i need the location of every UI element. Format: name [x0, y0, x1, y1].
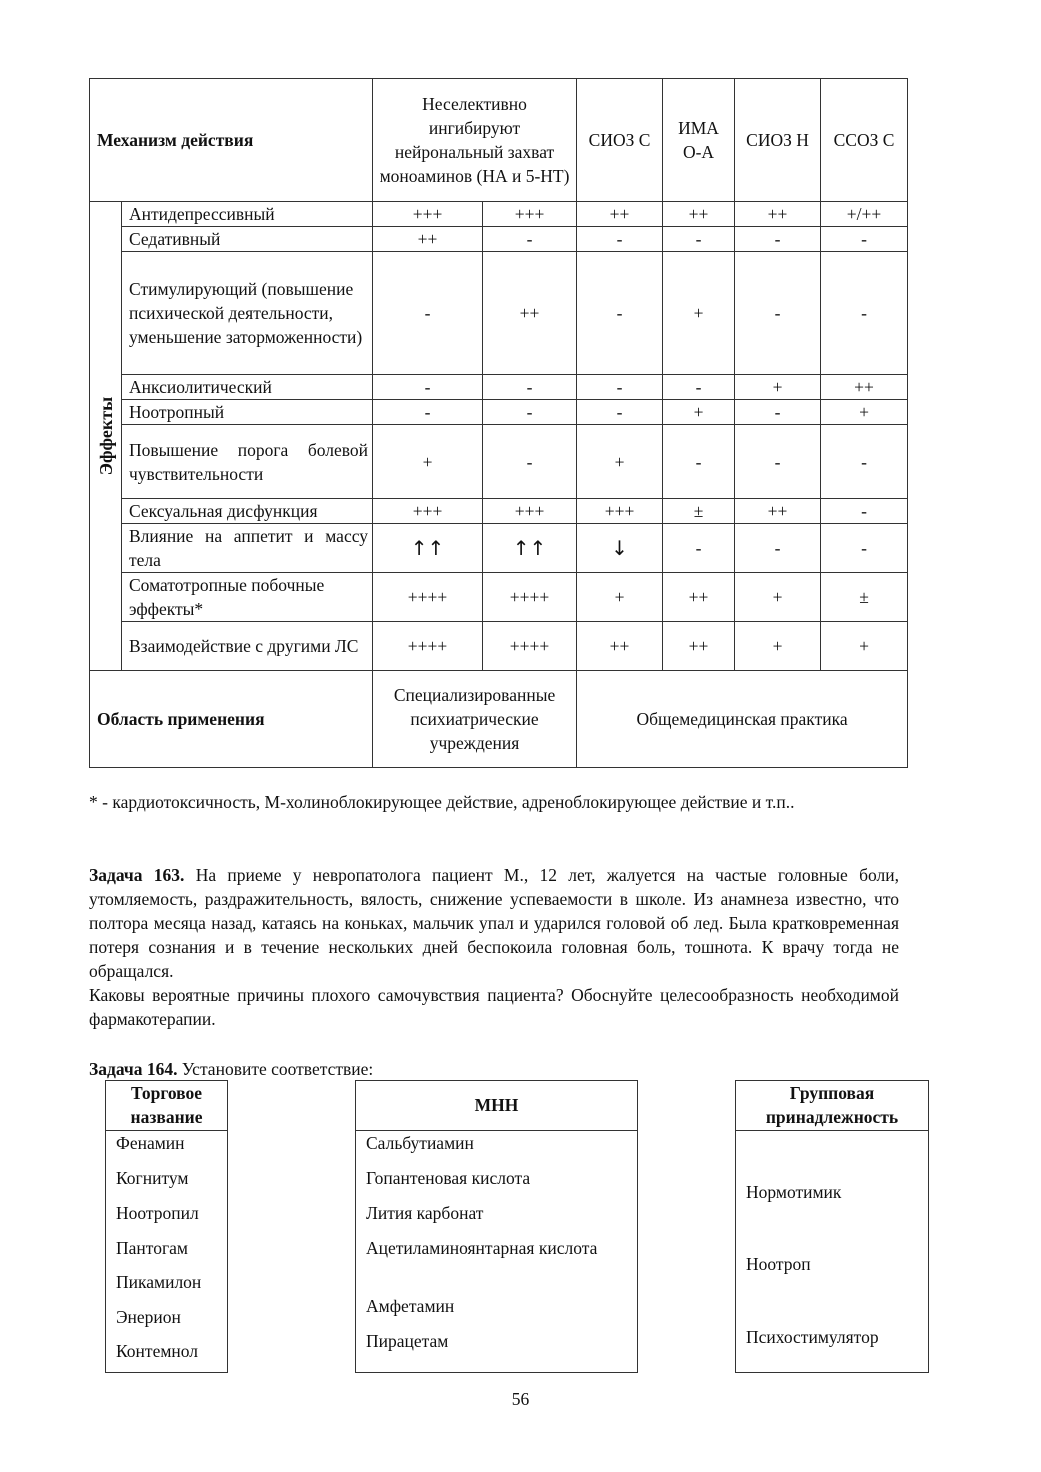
- inn-item: Лития карбонат: [366, 1203, 484, 1223]
- effect-value: -: [735, 400, 821, 425]
- effect-label: Стимулирующий (повышение психической деятельности, уменьшение заторможенности): [122, 252, 373, 375]
- inn-item: Гопантеновая кислота: [366, 1168, 531, 1188]
- effect-value: -: [663, 425, 735, 499]
- group-box: [735, 1080, 929, 1373]
- group-item: Ноотроп: [746, 1254, 811, 1274]
- effect-value: ++: [663, 622, 735, 671]
- trade-name-header: Торговое название: [106, 1081, 227, 1131]
- effect-value: +++: [483, 499, 577, 524]
- effect-value: -: [821, 524, 908, 573]
- effect-value: ++: [577, 622, 663, 671]
- effect-value: -: [735, 252, 821, 375]
- effect-value: +: [735, 375, 821, 400]
- effect-value: ↑↑: [483, 524, 577, 573]
- snri-header: СИОЗ Н: [735, 79, 821, 202]
- effect-value: -: [373, 252, 483, 375]
- effect-value: -: [483, 425, 577, 499]
- effect-label: Седативный: [122, 227, 373, 252]
- effect-value: ++++: [373, 573, 483, 622]
- effect-value: +: [821, 622, 908, 671]
- effect-value: -: [735, 425, 821, 499]
- effect-label: Взаимодействие с другими ЛС: [122, 622, 373, 671]
- effect-value: -: [373, 400, 483, 425]
- effect-value: +: [821, 400, 908, 425]
- effect-value: +: [373, 425, 483, 499]
- effect-value: -: [577, 227, 663, 252]
- inn-header: МНН: [356, 1081, 637, 1131]
- page-number: 56: [511, 1389, 530, 1409]
- trade-name-item: Ноотропил: [116, 1203, 199, 1223]
- effect-value: ++: [483, 252, 577, 375]
- effect-value: ↓: [577, 524, 663, 573]
- effect-value: -: [663, 227, 735, 252]
- effect-value: +: [663, 252, 735, 375]
- footnote: * - кардиотоксичность, М-холиноблокирующее действие, адреноблокирующее действие и т.п..: [89, 792, 795, 812]
- group-item: Нормотимик: [746, 1182, 842, 1202]
- effect-value: -: [483, 375, 577, 400]
- nonselective-header: Неселективно ингибируют нейрональный захват моноаминов (НА и 5-НТ): [373, 79, 577, 202]
- effect-value: ++: [373, 227, 483, 252]
- effect-row: [90, 524, 908, 573]
- effect-row: [90, 573, 908, 622]
- trade-name-item: Фенамин: [116, 1133, 185, 1153]
- effect-value: +++: [577, 499, 663, 524]
- effect-row: [90, 227, 908, 252]
- trade-name-item: Когнитум: [116, 1168, 189, 1188]
- effect-value: -: [821, 499, 908, 524]
- task-164-title: Задача 164.: [89, 1059, 178, 1079]
- effect-value: +: [663, 400, 735, 425]
- trade-name-item: Контемнол: [116, 1341, 199, 1361]
- effect-value: ++++: [483, 573, 577, 622]
- effect-value: -: [735, 524, 821, 573]
- effect-value: +++: [483, 202, 577, 227]
- ssri-header: СИОЗ С: [577, 79, 663, 202]
- task-163-title: Задача 163.: [89, 865, 185, 885]
- inn-item: Ацетиламиноянтарная кислота: [366, 1238, 598, 1258]
- effects-table: [89, 78, 908, 768]
- effect-value: -: [663, 375, 735, 400]
- inn-item: Сальбутиамин: [366, 1133, 474, 1153]
- effect-value: +++: [373, 202, 483, 227]
- effect-value: -: [663, 524, 735, 573]
- mechanism-header: Механизм действия: [90, 79, 373, 202]
- effect-value: -: [821, 227, 908, 252]
- effect-value: +/++: [821, 202, 908, 227]
- trade-name-box: [105, 1080, 228, 1373]
- task-163: [89, 863, 899, 1031]
- task-163-question: Каковы вероятные причины плохого самочувствия пациента? Обоснуйте целесообразность необходимой фармакотерапии.: [89, 985, 899, 1029]
- effect-value: ++: [735, 202, 821, 227]
- effect-value: -: [483, 400, 577, 425]
- effect-row: [90, 252, 908, 375]
- effect-row: [90, 425, 908, 499]
- application-specialized: Специализированные психиатрические учреждения: [373, 671, 577, 768]
- trade-name-item: Энерион: [116, 1307, 181, 1327]
- effect-label: Влияние на аппетит и массу тела: [122, 524, 373, 573]
- effect-label: Повышение порога болевой чувствительности: [122, 425, 373, 499]
- effect-value: -: [483, 227, 577, 252]
- group-header: Групповая принадлежность: [736, 1081, 928, 1131]
- effect-value: ±: [821, 573, 908, 622]
- trade-name-item: Пантогам: [116, 1238, 188, 1258]
- effect-value: ++: [735, 499, 821, 524]
- effects-label: Эффекты: [95, 396, 116, 476]
- effect-value: +++: [373, 499, 483, 524]
- effect-row: [90, 400, 908, 425]
- effect-value: ++: [663, 573, 735, 622]
- effect-value: ++: [821, 375, 908, 400]
- effect-label: Ноотропный: [122, 400, 373, 425]
- effect-value: +: [577, 573, 663, 622]
- maoa-header: ИМА О-А: [663, 79, 735, 202]
- effect-value: ++: [663, 202, 735, 227]
- sscs-header: ССОЗ С: [821, 79, 908, 202]
- effect-value: ++++: [373, 622, 483, 671]
- task-164-text: Установите соответствие:: [177, 1059, 374, 1079]
- task-164-heading: [89, 1057, 373, 1081]
- effect-label: Сексуальная дисфункция: [122, 499, 373, 524]
- effect-value: ↑↑: [373, 524, 483, 573]
- effect-value: ++: [577, 202, 663, 227]
- task-163-text: На приеме у невропатолога пациент М., 12 лет, жалуется на частые головные боли, утомляемость, раздражительность, вялость, снижение успеваемости в школе. Из анамнеза известно, что полтора месяца назад, катаясь на коньках, мальчик упал и ударился головой об лед. Была кратковременная потеря сознания и в течение нескольких дней беспокоила головная боль, тошнота. К врачу тогда не обращался.: [89, 865, 899, 981]
- effect-value: -: [577, 375, 663, 400]
- inn-item: Пирацетам: [366, 1331, 449, 1351]
- effect-row: [90, 202, 908, 227]
- effect-value: -: [821, 425, 908, 499]
- effect-value: +: [735, 573, 821, 622]
- effect-label: Анксиолитический: [122, 375, 373, 400]
- effect-label: Соматотропные побочные эффекты*: [122, 573, 373, 622]
- effect-value: ±: [663, 499, 735, 524]
- trade-name-item: Пикамилон: [116, 1272, 202, 1292]
- effect-value: -: [373, 375, 483, 400]
- effect-label: Антидепрессивный: [122, 202, 373, 227]
- effect-row: [90, 622, 908, 671]
- application-header: Область применения: [90, 671, 373, 768]
- effect-value: -: [577, 400, 663, 425]
- effect-value: ++++: [483, 622, 577, 671]
- effect-value: +: [735, 622, 821, 671]
- inn-box: [355, 1080, 638, 1373]
- effect-row: [90, 499, 908, 524]
- effect-value: +: [577, 425, 663, 499]
- effect-value: -: [577, 252, 663, 375]
- application-general: Общемедицинская практика: [577, 671, 908, 768]
- effect-value: -: [821, 252, 908, 375]
- inn-item: Амфетамин: [366, 1296, 455, 1316]
- effect-value: -: [735, 227, 821, 252]
- effects-vertical-label: [90, 202, 122, 671]
- group-item: Психостимулятор: [746, 1327, 879, 1347]
- effect-row: [90, 375, 908, 400]
